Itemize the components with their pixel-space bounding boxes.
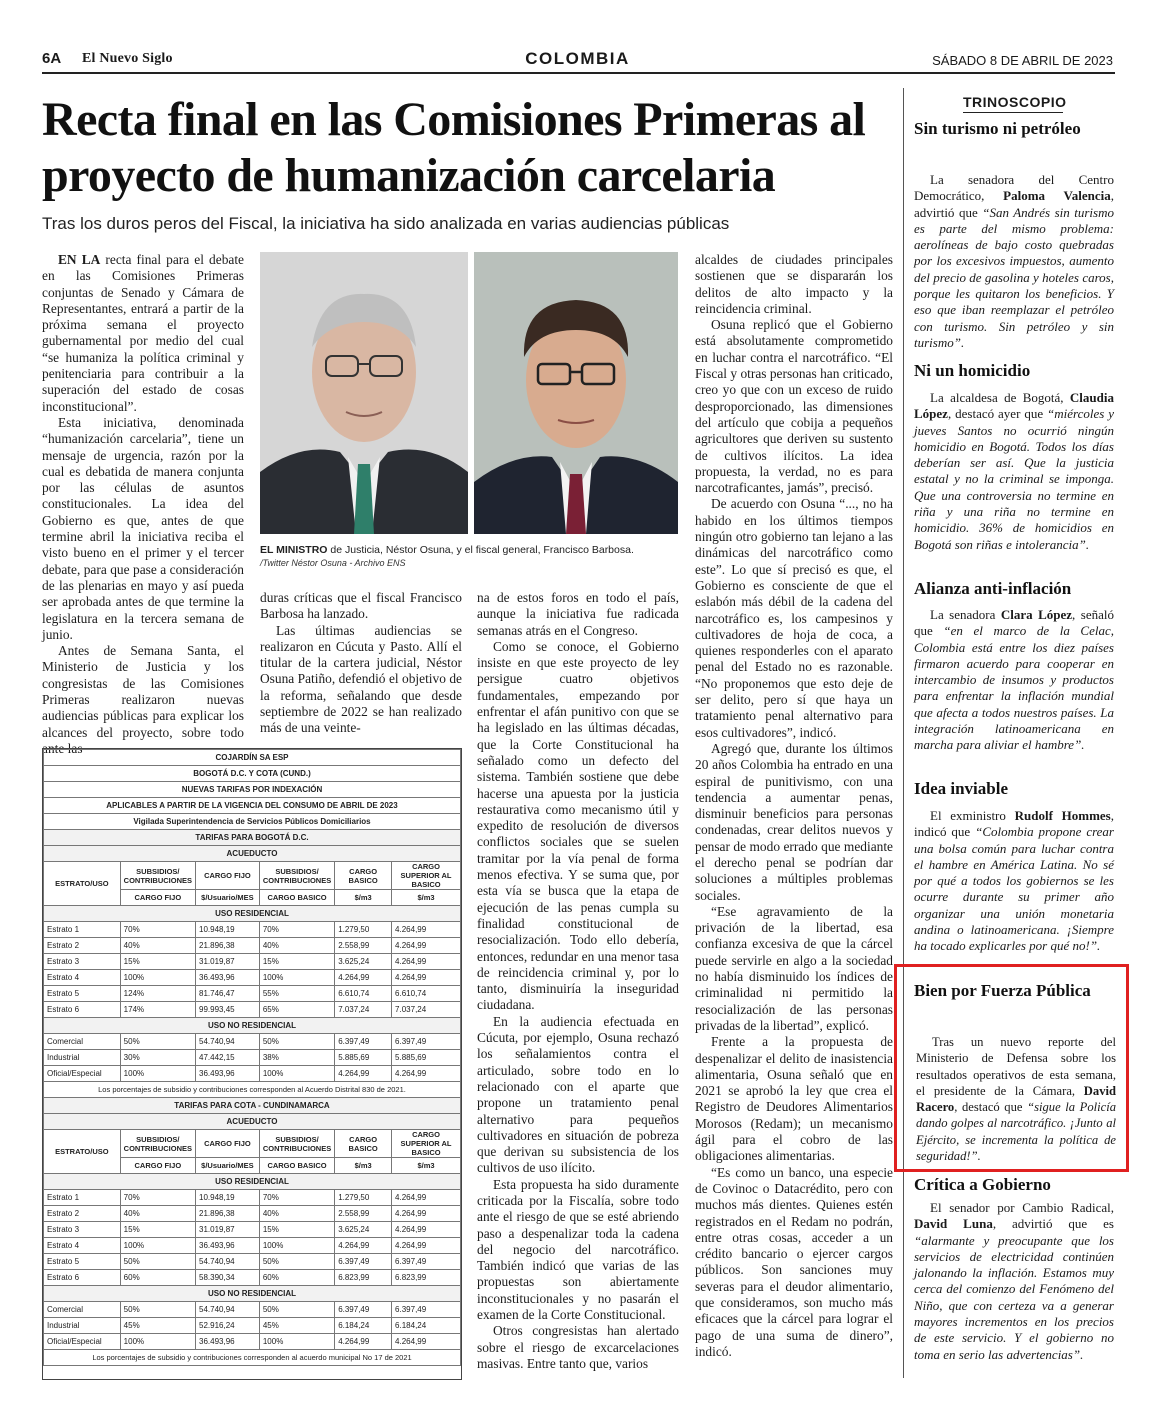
tariff-cell: Estrato 2: [44, 938, 121, 954]
tariff-cell: 38%: [259, 1050, 334, 1066]
tariff-header: [44, 1130, 461, 1158]
tariff-cell: Estrato 1: [44, 1190, 121, 1206]
tariff-section-title: [44, 1098, 461, 1114]
section-name: COLOMBIA: [525, 49, 630, 68]
tariff-cell: 100%: [120, 1066, 195, 1082]
article-column-1: [42, 252, 244, 757]
tariff-title: BOGOTÁ D.C. Y COTA (CUND.): [44, 766, 461, 782]
tariff-cell: 70%: [120, 922, 195, 938]
paragraph: Otros congresistas han alertado sobre el riesgo de excarcelaciones masivas. Entre tanto que, varios: [477, 1323, 679, 1371]
tariff-cell: SUBSIDIOS/ CONTRIBUCIONES: [120, 862, 195, 890]
header-rule: [42, 72, 1115, 74]
brief-person: David Luna: [914, 1216, 993, 1232]
tariff-cell: 70%: [259, 1190, 334, 1206]
photo-caption: [260, 543, 680, 557]
tariff-cell: CARGO FIJO: [120, 1158, 195, 1174]
tariff-cell: 31.019,87: [196, 1222, 260, 1238]
brief-text: [914, 607, 1114, 754]
tariff-cell: 55%: [259, 986, 334, 1002]
tariff-cell: 100%: [259, 1334, 334, 1350]
tariff-row: [44, 1270, 461, 1286]
brief-heading: Sin turismo ni petróleo: [914, 119, 1081, 138]
tariff-cell: 15%: [259, 954, 334, 970]
brief-text-part: , destacó que: [954, 1100, 1028, 1115]
tariff-cell: 4.264,99: [335, 1238, 392, 1254]
tariff-cell: $/m3: [392, 1158, 461, 1174]
tariff-cell: 45%: [259, 1318, 334, 1334]
page-number: 6A: [42, 50, 62, 67]
paragraph: Las últimas audiencias se realizaron en Cúcuta y Pasto. Allí el titular de la cartera judicial, Néstor Osuna Patiño, defendió el objetivo de la reforma, señalando que desde septiembre de 2022 se han realizado más de una veinte-: [260, 622, 462, 736]
tariff-cell: 15%: [120, 1222, 195, 1238]
tariff-row: [44, 1254, 461, 1270]
tariff-cell: 100%: [259, 1066, 334, 1082]
tariff-row: [44, 1034, 461, 1050]
tariff-cell: CARGO BASICO: [259, 890, 334, 906]
tariff-cell: 100%: [120, 970, 195, 986]
tariff-cell: 4.264,99: [392, 1206, 461, 1222]
tariff-cell: Estrato 3: [44, 954, 121, 970]
tariff-cell: TARIFAS PARA COTA - CUNDINAMARCA: [44, 1098, 461, 1114]
tariff-row: [44, 1334, 461, 1350]
tariff-service: [44, 1114, 461, 1130]
lead-in: EN LA: [58, 252, 101, 267]
tariff-cell: USO NO RESIDENCIAL: [44, 1286, 461, 1302]
tariff-cell: 40%: [120, 1206, 195, 1222]
brief-text: [914, 390, 1114, 553]
tariff-cell: 4.264,99: [335, 970, 392, 986]
tariff-cell: TARIFAS PARA BOGOTÁ D.C.: [44, 830, 461, 846]
tariff-row: [44, 1302, 461, 1318]
tariff-cell: Comercial: [44, 1034, 121, 1050]
tariff-cell: 4.264,99: [392, 938, 461, 954]
brief-person: Paloma Valencia: [1003, 188, 1111, 204]
tariff-cell: 31.019,87: [196, 954, 260, 970]
tariff-cell: 7.037,24: [335, 1002, 392, 1018]
tariff-row: [44, 922, 461, 938]
brief-quote: “miércoles y jueves Santos no ocurrió ningún homicidio en Bogotá. Todos los días deberían ser así. Que la justicia estatal y no la criminal se imponga. Que una controversia no termine en riña y una riña no termine en homicidio. 36% de homicidios en Bogotá son riñas e intolerancia”.: [914, 406, 1114, 552]
tariff-cell: 6.397,49: [335, 1302, 392, 1318]
paragraph: Esta iniciativa, denominada “humanización carcelaria”, tiene un mensaje de urgencia, razón por la cual es debatida de manera conjunta por las células de asuntos constitucionales. La idea del Gobierno es que, antes de que termine abril la iniciativa reciba el visto bueno en el primer y el tercer debate, para que pase a consideración de las plenarias en mayo y así pueda ser aprobada antes de que termine la legislatura en la tercera semana de junio.: [42, 414, 244, 642]
photo-credit: /Twitter Néstor Osuna - Archivo ENS: [260, 558, 406, 568]
paragraph: En la audiencia efectuada en Cúcuta, por ejemplo, Osuna rechazó los señalamientos contra el articulado, sobre todo en lo relacionado con el aparte que propone un tratamiento penal alternativo para pequeños cultivadores en situación de pobreza que derivan su subsistencia de los cultivos de uso ilícito.: [477, 1013, 679, 1176]
tariff-cell: $/m3: [335, 1158, 392, 1174]
tariff-row: [44, 986, 461, 1002]
paragraph: Esta propuesta ha sido duramente criticada por la Fiscalía, sobre todo ante el riesgo de que se esté abriendo paso a despenalizar toda la cadena del negocio del narcotráfico. También indicó que varias de las propuestas son abiertamente inconstitucionales y no pasarán el examen de la Corte Constitucional.: [477, 1176, 679, 1323]
brief-text-part: , advirtió que: [914, 188, 1114, 220]
tariff-cell: 50%: [259, 1254, 334, 1270]
tariff-cell: SUBSIDIOS/ CONTRIBUCIONES: [259, 862, 334, 890]
tariff-cell: 6.823,99: [335, 1270, 392, 1286]
tariff-cell: Estrato 2: [44, 1206, 121, 1222]
tariff-cell: 6.397,49: [335, 1034, 392, 1050]
tariff-cell: Industrial: [44, 1050, 121, 1066]
tariff-table: [43, 749, 461, 1366]
tariff-cell: 6.184,24: [335, 1318, 392, 1334]
tariff-cell: Estrato 4: [44, 970, 121, 986]
tariff-title: NUEVAS TARIFAS POR INDEXACIÓN: [44, 782, 461, 798]
tariff-row: [44, 954, 461, 970]
paragraph: na de estos foros en todo el país, aunque la iniciativa fue radicada semanas atrás en el Congreso.: [477, 590, 679, 638]
newspaper-name: El Nuevo Siglo: [82, 51, 173, 66]
tariff-cell: 1.279,50: [335, 922, 392, 938]
tariff-cell: Estrato 6: [44, 1270, 121, 1286]
brief-text-part: La alcaldesa de Bogotá,: [930, 390, 1070, 405]
tariff-cell: 174%: [120, 1002, 195, 1018]
tariff-cell: Estrato 5: [44, 986, 121, 1002]
brief-heading: Alianza anti-inflación: [914, 579, 1072, 598]
tariff-cell: 100%: [120, 1334, 195, 1350]
tariff-row: [44, 1238, 461, 1254]
tariff-cell: 4.264,99: [392, 1066, 461, 1082]
tariff-cell: ACUEDUCTO: [44, 846, 461, 862]
brief-text-part: , destacó ayer que: [947, 406, 1048, 422]
brief-person: Clara López: [1000, 607, 1073, 622]
tariff-cell: 10.948,19: [196, 922, 260, 938]
tariff-cell: 6.397,49: [392, 1302, 461, 1318]
brief-quote: “alarmante y preocupante que los servicios de electricidad continúen jalonando la inflación. Estamos muy cerca del comienzo del Fenómeno del Niño, que con certeza va a generar mayores incrementos en los precios de este servicio. Y el gobierno no toma en serio las advertencias”.: [914, 1232, 1114, 1362]
tariff-row: [44, 1190, 461, 1206]
tariff-cell: 47.442,15: [196, 1050, 260, 1066]
article-subhead: Tras los duros peros del Fiscal, la iniciativa ha sido analizada en varias audiencias públicas: [42, 214, 730, 233]
highlight-box: [894, 964, 1129, 1172]
tariff-cell: 4.264,99: [392, 1238, 461, 1254]
tariff-cell: 50%: [120, 1034, 195, 1050]
tariff-section-title: [44, 830, 461, 846]
tariff-cell: 60%: [259, 1270, 334, 1286]
tariff-cell: 7.037,24: [392, 1002, 461, 1018]
tariff-cell: Los porcentajes de subsidio y contribuciones corresponden al Acuerdo Distrital 830 de 2021.: [44, 1082, 461, 1098]
tariff-cell: 6.184,24: [392, 1318, 461, 1334]
brief-heading: Idea inviable: [914, 779, 1008, 798]
paragraph: “Ese agravamiento de la privación de la libertad, esa confianza excesiva de que la cárcel puede servirle en algo a la sociedad no había disminuido los índices de criminalidad ni permitido la resocialización de las personas privadas de la libertad”, explicó.: [695, 903, 893, 1033]
tariff-row: [44, 1206, 461, 1222]
tariff-cell: 2.558,99: [335, 1206, 392, 1222]
tariff-cell: 6.610,74: [392, 986, 461, 1002]
tariff-note: [44, 1082, 461, 1098]
tariff-cell: 36.493,96: [196, 1334, 260, 1350]
paragraph: Como se conoce, el Gobierno insiste en que este proyecto de ley persigue cuatro objetivos fundamentales, empezando por enfrentar el afán punitivo con que se ha legislado en las últimas décadas, que la Corte Constitucional ha señalado como un defecto del sistema. También sostiene que debe hacerse una apuesta por la justicia restaurativa como mecanismo útil y expedito de resolución de diversos conflictos sociales que se suelen tramitar por la vía penal de forma menos efectiva. Y se suma que, por esta vía se busca que la etapa de ejecución de las penas cumpla su finalidad constitucional de resocialización. Todo ello debería, entonces, redundar en una menor tasa de reincidencia criminal y, por lo tanto, disminuiría la inseguridad ciudadana.: [477, 638, 679, 1013]
tariff-cell: SUBSIDIOS/ CONTRIBUCIONES: [259, 1130, 334, 1158]
brief-quote: “Colombia propone crear una bolsa común para luchar contra el hambre en América Latina. No sé por qué a todos los gobiernos se les ocurre durante su primer año organizar una unión monetaria andina o latinoamericana. ¡Siempre ha tocado explicarles por qué no!”.: [914, 824, 1114, 954]
article-column-2: [260, 590, 462, 737]
paragraph-text: recta final para el debate en las Comisiones Primeras conjuntas de Senado y Cámara de Representantes, entrará a partir de la próxima semana el proyecto gubernamental por medio del cual “se humaniza la política criminal y penitenciaria para contribuir a la superación del estado de cosas inconstitucional”.: [42, 252, 244, 414]
tariff-cell: $/m3: [392, 890, 461, 906]
tariff-cell: 54.740,94: [196, 1302, 260, 1318]
brief-person: Claudia López: [914, 390, 1114, 422]
tariff-cell: 30%: [120, 1050, 195, 1066]
caption-lead: EL MINISTRO: [260, 544, 328, 556]
tariff-cell: 15%: [120, 954, 195, 970]
caption-text: de Justicia, Néstor Osuna, y el fiscal general, Francisco Barbosa.: [327, 544, 634, 556]
article-column-4: [695, 252, 893, 1360]
tariff-cell: ACUEDUCTO: [44, 1114, 461, 1130]
brief-quote: “sigue la Policía dando golpes al narcotráfico. ¡Junto al Ejército, se incrementa la política de seguridad!”.: [916, 1100, 1116, 1164]
tariff-cell: 99.993,45: [196, 1002, 260, 1018]
tariff-row: [44, 1002, 461, 1018]
brief-text: [914, 172, 1114, 351]
brief-text: [914, 1200, 1114, 1363]
brief-text-part: Tras un nuevo reporte del Ministerio de Defensa sobre los resultados operativos de esta semana, el presidente de la Cámara,: [916, 1035, 1116, 1098]
tariff-cell: Industrial: [44, 1318, 121, 1334]
tariff-advertisement: [42, 748, 462, 1380]
tariff-row: [44, 970, 461, 986]
kicker-underline: [963, 112, 1063, 113]
paragraph: duras críticas que el fiscal Francisco Barbosa ha lanzado.: [260, 590, 462, 622]
tariff-cell: 4.264,99: [392, 922, 461, 938]
tariff-cell: CARGO BASICO: [259, 1158, 334, 1174]
tariff-cell: 65%: [259, 1002, 334, 1018]
tariff-cell: $/Usuario/MES: [196, 890, 260, 906]
paragraph: Antes de Semana Santa, el Ministerio de Justicia y los congresistas de las Comisiones Primeras realizaron nuevas audiencias públicas para explicar los alcances del proyecto, sobre todo ante las: [42, 643, 244, 756]
tariff-cell: CARGO SUPERIOR AL BASICO: [392, 1130, 461, 1158]
tariff-cell: $/m3: [335, 890, 392, 906]
tariff-cell: Comercial: [44, 1302, 121, 1318]
brief-heading: Ni un homicidio: [914, 361, 1031, 380]
article-headline: Recta final en las Comisiones Primeras al proyecto de humanización carcelaria: [42, 93, 866, 202]
tariff-cell: 21.896,38: [196, 938, 260, 954]
tariff-cell: CARGO BASICO: [335, 1130, 392, 1158]
tariff-cell: 40%: [259, 1206, 334, 1222]
brief-quote: “en el marco de la Celac, Colombia está entre los diez países firmaron acuerdo para cooperar en intercambio de insumos y productos para enfrentar la inflación mundial que afecta a todos nuestros países. La integración latinoamericana en marcha para aliviar el hambre”.: [914, 623, 1114, 753]
tariff-cell: 100%: [120, 1238, 195, 1254]
tariff-cell: 45%: [120, 1318, 195, 1334]
article-column-3: [477, 590, 679, 1372]
sidebar-kicker: TRINOSCOPIO: [963, 94, 1067, 110]
tariff-cell: 52.916,24: [196, 1318, 260, 1334]
paragraph: alcaldes de ciudades principales sostienen que se dispararán los delitos de alto impacto y la reincidencia criminal.: [695, 252, 893, 316]
tariff-title: COJARDÍN SA ESP: [44, 750, 461, 766]
tariff-cell: CARGO FIJO: [196, 862, 260, 890]
tariff-cell: 4.264,99: [392, 1222, 461, 1238]
tariff-cell: 1.279,50: [335, 1190, 392, 1206]
tariff-header: [44, 862, 461, 890]
tariff-cell: 5.885,69: [392, 1050, 461, 1066]
brief-quote: “San Andrés sin turismo es parte del mismo problema: aerolíneas de bajo costo quebradas por los excesivos impuestos, aumento del precio de gasolina y hoteles caros, porque les quitaron los beneficios. Y eso que iban reemplazar el petróleo con turismo. Sin petróleo y sin turismo”.: [914, 204, 1114, 350]
tariff-cell: 4.264,99: [335, 1066, 392, 1082]
tariff-cell: Estrato 4: [44, 1238, 121, 1254]
tariff-row: [44, 1222, 461, 1238]
brief-text-part: La senadora del Centro Democrático,: [914, 172, 1114, 204]
tariff-cell: 40%: [120, 938, 195, 954]
brief-text-part: , advirtió que es: [992, 1216, 1114, 1232]
tariff-cell: 6.397,49: [335, 1254, 392, 1270]
tariff-cell: Oficial/Especial: [44, 1066, 121, 1082]
tariff-cell: 70%: [259, 922, 334, 938]
tariff-cell: 3.625,24: [335, 954, 392, 970]
brief-heading: Bien por Fuerza Pública: [914, 981, 1091, 1000]
tariff-cell: 58.390,34: [196, 1270, 260, 1286]
tariff-cell: CARGO BASICO: [335, 862, 392, 890]
brief-text-part: La senadora: [930, 607, 1001, 622]
brief-text-part: El senador por Cambio Radical,: [930, 1200, 1114, 1215]
tariff-cell: USO NO RESIDENCIAL: [44, 1018, 461, 1034]
tariff-cell: ESTRATO/USO: [44, 862, 121, 906]
photo-nestor-osuna: [260, 252, 468, 534]
tariff-row: [44, 1318, 461, 1334]
tariff-cell: 36.493,96: [196, 970, 260, 986]
tariff-cell: 50%: [259, 1302, 334, 1318]
tariff-use: [44, 906, 461, 922]
tariff-cell: 50%: [259, 1034, 334, 1050]
tariff-cell: USO RESIDENCIAL: [44, 906, 461, 922]
tariff-cell: 100%: [259, 1238, 334, 1254]
tariff-row: [44, 938, 461, 954]
tariff-cell: 5.885,69: [335, 1050, 392, 1066]
tariff-cell: 100%: [259, 970, 334, 986]
tariff-cell: 21.896,38: [196, 1206, 260, 1222]
tariff-cell: 36.493,96: [196, 1238, 260, 1254]
tariff-title: Vigilada Superintendencia de Servicios Públicos Domiciliarios: [44, 814, 461, 830]
paragraph: Frente a la propuesta de despenalizar el delito de inasistencia alimentaria, Osuna señaló que en 2021 se aprobó la ley que crea el Registro de Deudores Alimentarios Morosos (Redam); un mecanismo ágil para el cobro de las obligaciones alimentarias.: [695, 1034, 893, 1164]
tariff-cell: CARGO FIJO: [196, 1130, 260, 1158]
tariff-use: [44, 1018, 461, 1034]
tariff-cell: $/Usuario/MES: [196, 1158, 260, 1174]
tariff-cell: CARGO FIJO: [120, 890, 195, 906]
tariff-title: APLICABLES A PARTIR DE LA VIGENCIA DEL CONSUMO DE ABRIL DE 2023: [44, 798, 461, 814]
tariff-cell: 36.493,96: [196, 1066, 260, 1082]
tariff-cell: Oficial/Especial: [44, 1334, 121, 1350]
tariff-cell: Estrato 6: [44, 1002, 121, 1018]
tariff-cell: Estrato 1: [44, 922, 121, 938]
tariff-cell: 4.264,99: [392, 1190, 461, 1206]
tariff-cell: Estrato 3: [44, 1222, 121, 1238]
tariff-cell: 15%: [259, 1222, 334, 1238]
brief-text: [914, 808, 1114, 955]
brief-text-part: , indicó que: [914, 808, 1114, 840]
tariff-cell: 81.746,47: [196, 986, 260, 1002]
tariff-cell: 6.610,74: [335, 986, 392, 1002]
tariff-row: [44, 1050, 461, 1066]
tariff-cell: 10.948,19: [196, 1190, 260, 1206]
tariff-cell: 124%: [120, 986, 195, 1002]
tariff-use: [44, 1286, 461, 1302]
tariff-use: [44, 1174, 461, 1190]
brief-heading: Crítica a Gobierno: [914, 1175, 1051, 1194]
tariff-cell: 4.264,99: [392, 970, 461, 986]
brief-text-part: El exministro: [930, 808, 1015, 823]
paragraph: “Es como un banco, una especie de Covinoc o Datacrédito, pero con muchos más dientes. Quienes estén registrados en el Redam no podrán, entre otras cosas, acceder a un crédito bancario o ejercer cargos públicos. Son sanciones muy severas para el deudor alimentario, que consideramos, son mucho más eficaces que la cárcel para lograr el pago de una suma de dinero”, indicó.: [695, 1164, 893, 1359]
paragraph: Agregó que, durante los últimos 20 años Colombia ha entrado en una espiral de punitivismo, con una tendencia a aumentar penas, disminuir beneficios para personas condenadas, crear delitos nuevos y pensar de modo errado que mediante el derecho penal se podrían dar soluciones a múltiples problemas sociales.: [695, 740, 893, 903]
tariff-cell: 6.397,49: [392, 1034, 461, 1050]
tariff-cell: CARGO SUPERIOR AL BASICO: [392, 862, 461, 890]
tariff-cell: ESTRATO/USO: [44, 1130, 121, 1174]
brief-person: Rudolf Hommes: [1014, 808, 1111, 823]
tariff-service: [44, 846, 461, 862]
tariff-cell: 60%: [120, 1270, 195, 1286]
tariff-note: [44, 1350, 461, 1366]
tariff-cell: 3.625,24: [335, 1222, 392, 1238]
tariff-cell: 4.264,99: [392, 954, 461, 970]
photo-francisco-barbosa: [474, 252, 678, 534]
tariff-cell: 6.397,49: [392, 1254, 461, 1270]
tariff-cell: Estrato 5: [44, 1254, 121, 1270]
tariff-cell: 50%: [120, 1254, 195, 1270]
brief-person: David Racero: [916, 1083, 1116, 1115]
tariff-cell: 2.558,99: [335, 938, 392, 954]
tariff-cell: 6.823,99: [392, 1270, 461, 1286]
brief-text-part: , señaló que: [914, 607, 1114, 639]
tariff-row: [44, 1066, 461, 1082]
paragraph: De acuerdo con Osuna “..., no ha habido en los últimos tiempos ningún otro gobierno tan lejano a las dinámicas del narcotráfico como este”. Lo que sí precisó es que, el Gobierno es consciente de que el eslabón más débil de la cadena del narcotráfico es, los campesinos y cultivadores de hoja de coca, a quienes responderles con el aparato penal del Estado no es razonable. “No proponemos que esto deje de ser delito, pero sí que haya un tratamiento penal alternativo para esos cultivadores”, indicó.: [695, 496, 893, 740]
tariff-cell: 50%: [120, 1302, 195, 1318]
tariff-cell: SUBSIDIOS/ CONTRIBUCIONES: [120, 1130, 195, 1158]
tariff-cell: 54.740,94: [196, 1254, 260, 1270]
issue-date: SÁBADO 8 DE ABRIL DE 2023: [932, 53, 1113, 68]
paragraph: Osuna replicó que el Gobierno está absolutamente comprometido en luchar contra el narcotráfico. “El Fiscal y otras personas han criticado, creo yo que con un exceso de ruido desproporcionado, las dimensiones del artículo que cobija a pequeños agricultores que deriven su sustento de cultivos ilícitos. La idea propuesta, la verdad, no es para narcotraficantes, jamás”, precisó.: [695, 317, 893, 496]
tariff-cell: 4.264,99: [335, 1334, 392, 1350]
paragraph: [42, 252, 244, 415]
tariff-cell: 54.740,94: [196, 1034, 260, 1050]
sidebar-rule: [903, 88, 904, 1378]
tariff-cell: 4.264,99: [392, 1334, 461, 1350]
tariff-cell: 70%: [120, 1190, 195, 1206]
tariff-cell: 40%: [259, 938, 334, 954]
tariff-cell: USO RESIDENCIAL: [44, 1174, 461, 1190]
tariff-cell: Los porcentajes de subsidio y contribuciones corresponden al acuerdo municipal No 17 de 2021: [44, 1350, 461, 1366]
